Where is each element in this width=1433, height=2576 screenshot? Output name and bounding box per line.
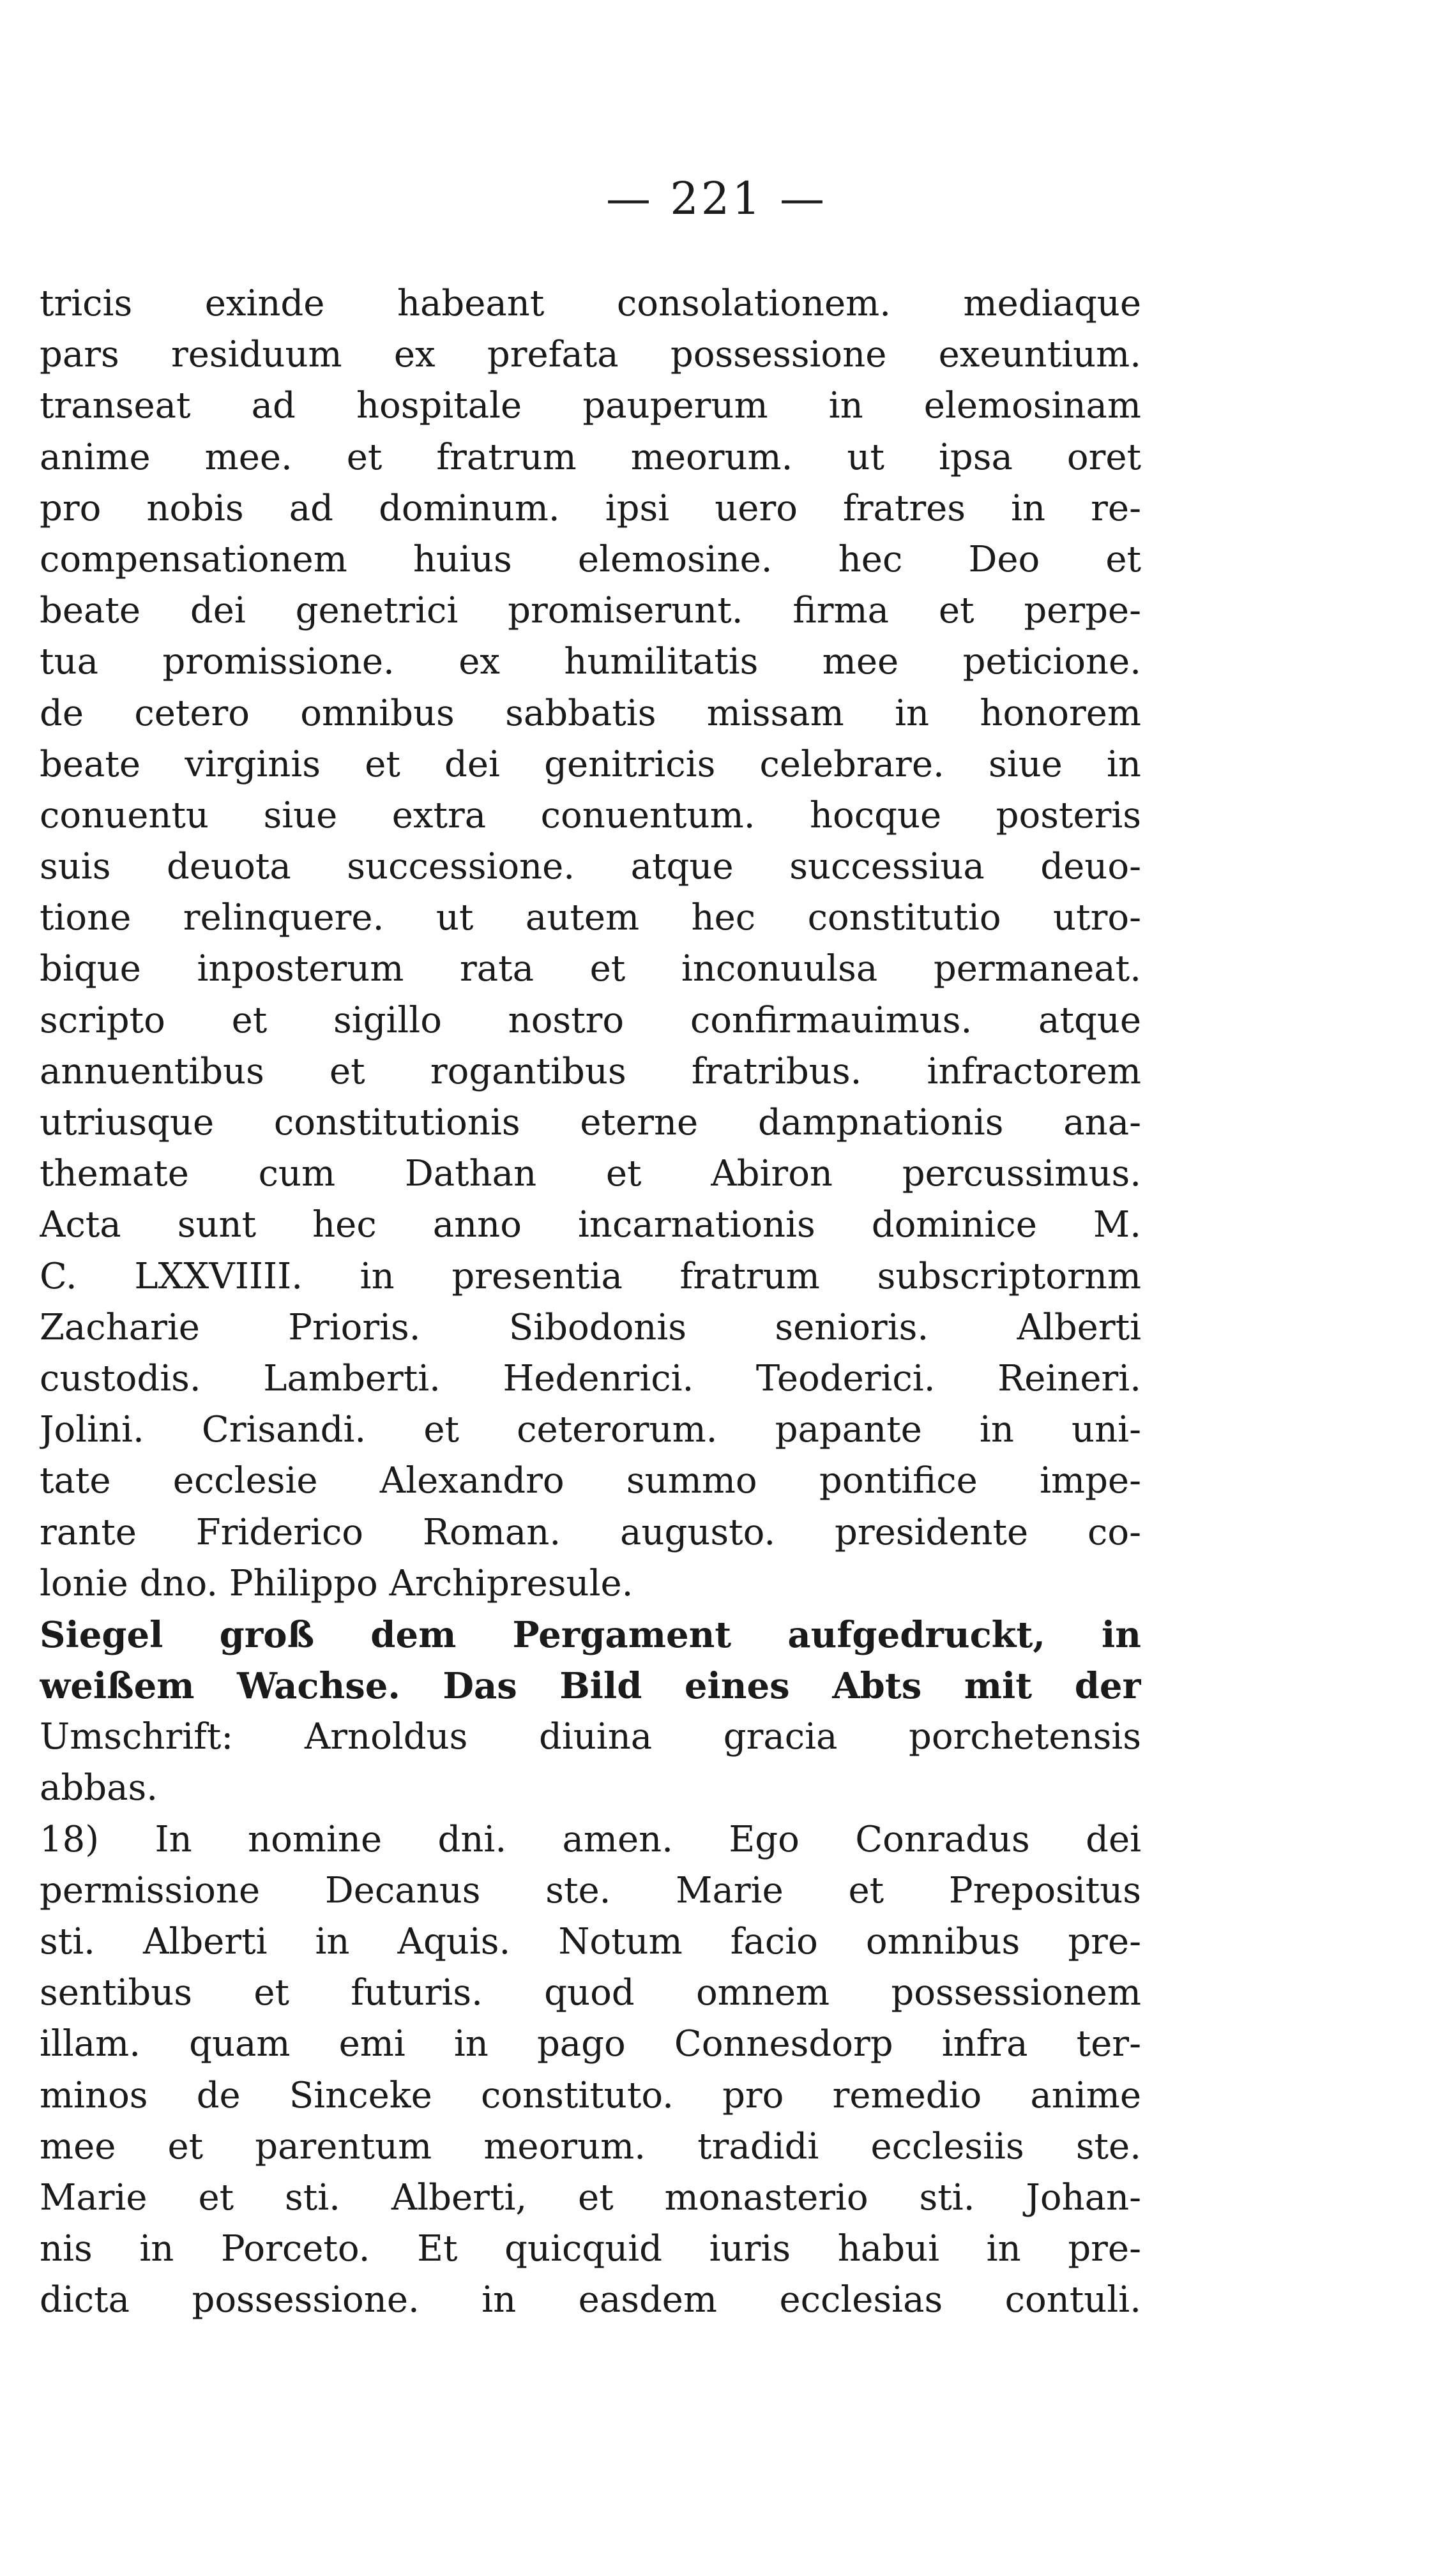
text-line: suis deuota successione. atque successiua deuo- bbox=[40, 846, 1141, 888]
page-body bbox=[40, 278, 1141, 2326]
text-line: rante Friderico Roman. augusto. presidente co- bbox=[40, 1511, 1141, 1553]
text-line: nis in Porceto. Et quicquid iuris habui in pre- bbox=[40, 2228, 1141, 2270]
text-line: utriusque constitutionis eterne dampnationis ana- bbox=[40, 1102, 1141, 1143]
text-line: themate cum Dathan et Abiron percussimus. bbox=[40, 1153, 1141, 1195]
text-line: beate virginis et dei genitricis celebrare. siue in bbox=[40, 743, 1141, 785]
text-line: Marie et sti. Alberti, et monasterio sti. Johan- bbox=[40, 2176, 1141, 2218]
text-line: de cetero omnibus sabbatis missam in honorem bbox=[40, 692, 1141, 734]
text-line: annuentibus et rogantibus fratribus. infractorem bbox=[40, 1050, 1141, 1092]
text-line: illam. quam emi in pago Connesdorp infra ter- bbox=[40, 2023, 1141, 2065]
text-line: Zacharie Prioris. Sibodonis senioris. Alberti bbox=[40, 1306, 1141, 1348]
text-line: lonie dno. Philippo Archipresule. bbox=[40, 1562, 633, 1604]
text-line: tua promissione. ex humilitatis mee peticione. bbox=[40, 641, 1141, 683]
text-line: dicta possessione. in easdem ecclesias contuli. bbox=[40, 2279, 1141, 2321]
text-line: tricis exinde habeant consolationem. mediaque bbox=[40, 283, 1141, 324]
text-line: beate dei genetrici promiserunt. firma et perpe- bbox=[40, 590, 1141, 632]
text-line: scripto et sigillo nostro confirmauimus. atque bbox=[40, 999, 1141, 1041]
text-line: tione relinquere. ut autem hec constitutio utro- bbox=[40, 897, 1141, 939]
text-line: Umschrift: Arnoldus diuina gracia porchetensis bbox=[40, 1716, 1141, 1758]
text-line: C. LXXVIIII. in presentia fratrum subscriptornm bbox=[40, 1255, 1141, 1297]
text-line: custodis. Lamberti. Hedenrici. Teoderici. Reineri. bbox=[40, 1357, 1141, 1399]
text-line: weißem Wachse. Das Bild eines Abts mit der bbox=[40, 1665, 1141, 1708]
text-line: minos de Sinceke constituto. pro remedio anime bbox=[40, 2074, 1141, 2116]
text-line: anime mee. et fratrum meorum. ut ipsa oret bbox=[40, 436, 1141, 478]
text-line: pro nobis ad dominum. ipsi uero fratres in re- bbox=[40, 487, 1141, 529]
text-line: tate ecclesie Alexandro summo pontifice impe- bbox=[40, 1460, 1141, 1502]
text-line: mee et parentum meorum. tradidi ecclesiis ste. bbox=[40, 2125, 1141, 2167]
text-line: Acta sunt hec anno incarnationis dominice M. bbox=[40, 1204, 1141, 1246]
text-line: transeat ad hospitale pauperum in elemosinam bbox=[40, 385, 1141, 427]
text-line: conuentu siue extra conuentum. hocque posteris bbox=[40, 794, 1141, 836]
text-line: Siegel groß dem Pergament aufgedruckt, in bbox=[40, 1613, 1141, 1656]
text-line: sti. Alberti in Aquis. Notum facio omnibus pre- bbox=[40, 1921, 1141, 1962]
text-line: compensationem huius elemosine. hec Deo et bbox=[40, 538, 1141, 580]
text-line: pars residuum ex prefata possessione exeuntium. bbox=[40, 334, 1141, 376]
text-line: Jolini. Crisandi. et ceterorum. papante in uni- bbox=[40, 1409, 1141, 1451]
page-number: — 221 — bbox=[605, 172, 828, 225]
text-line: abbas. bbox=[40, 1767, 158, 1809]
text-line: sentibus et futuris. quod omnem possessionem bbox=[40, 1972, 1141, 2014]
text-line: 18) In nomine dni. amen. Ego Conradus dei bbox=[40, 1818, 1141, 1860]
text-line: bique inposterum rata et inconuulsa permaneat. bbox=[40, 948, 1141, 990]
text-line: permissione Decanus ste. Marie et Prepositus bbox=[40, 1869, 1141, 1911]
